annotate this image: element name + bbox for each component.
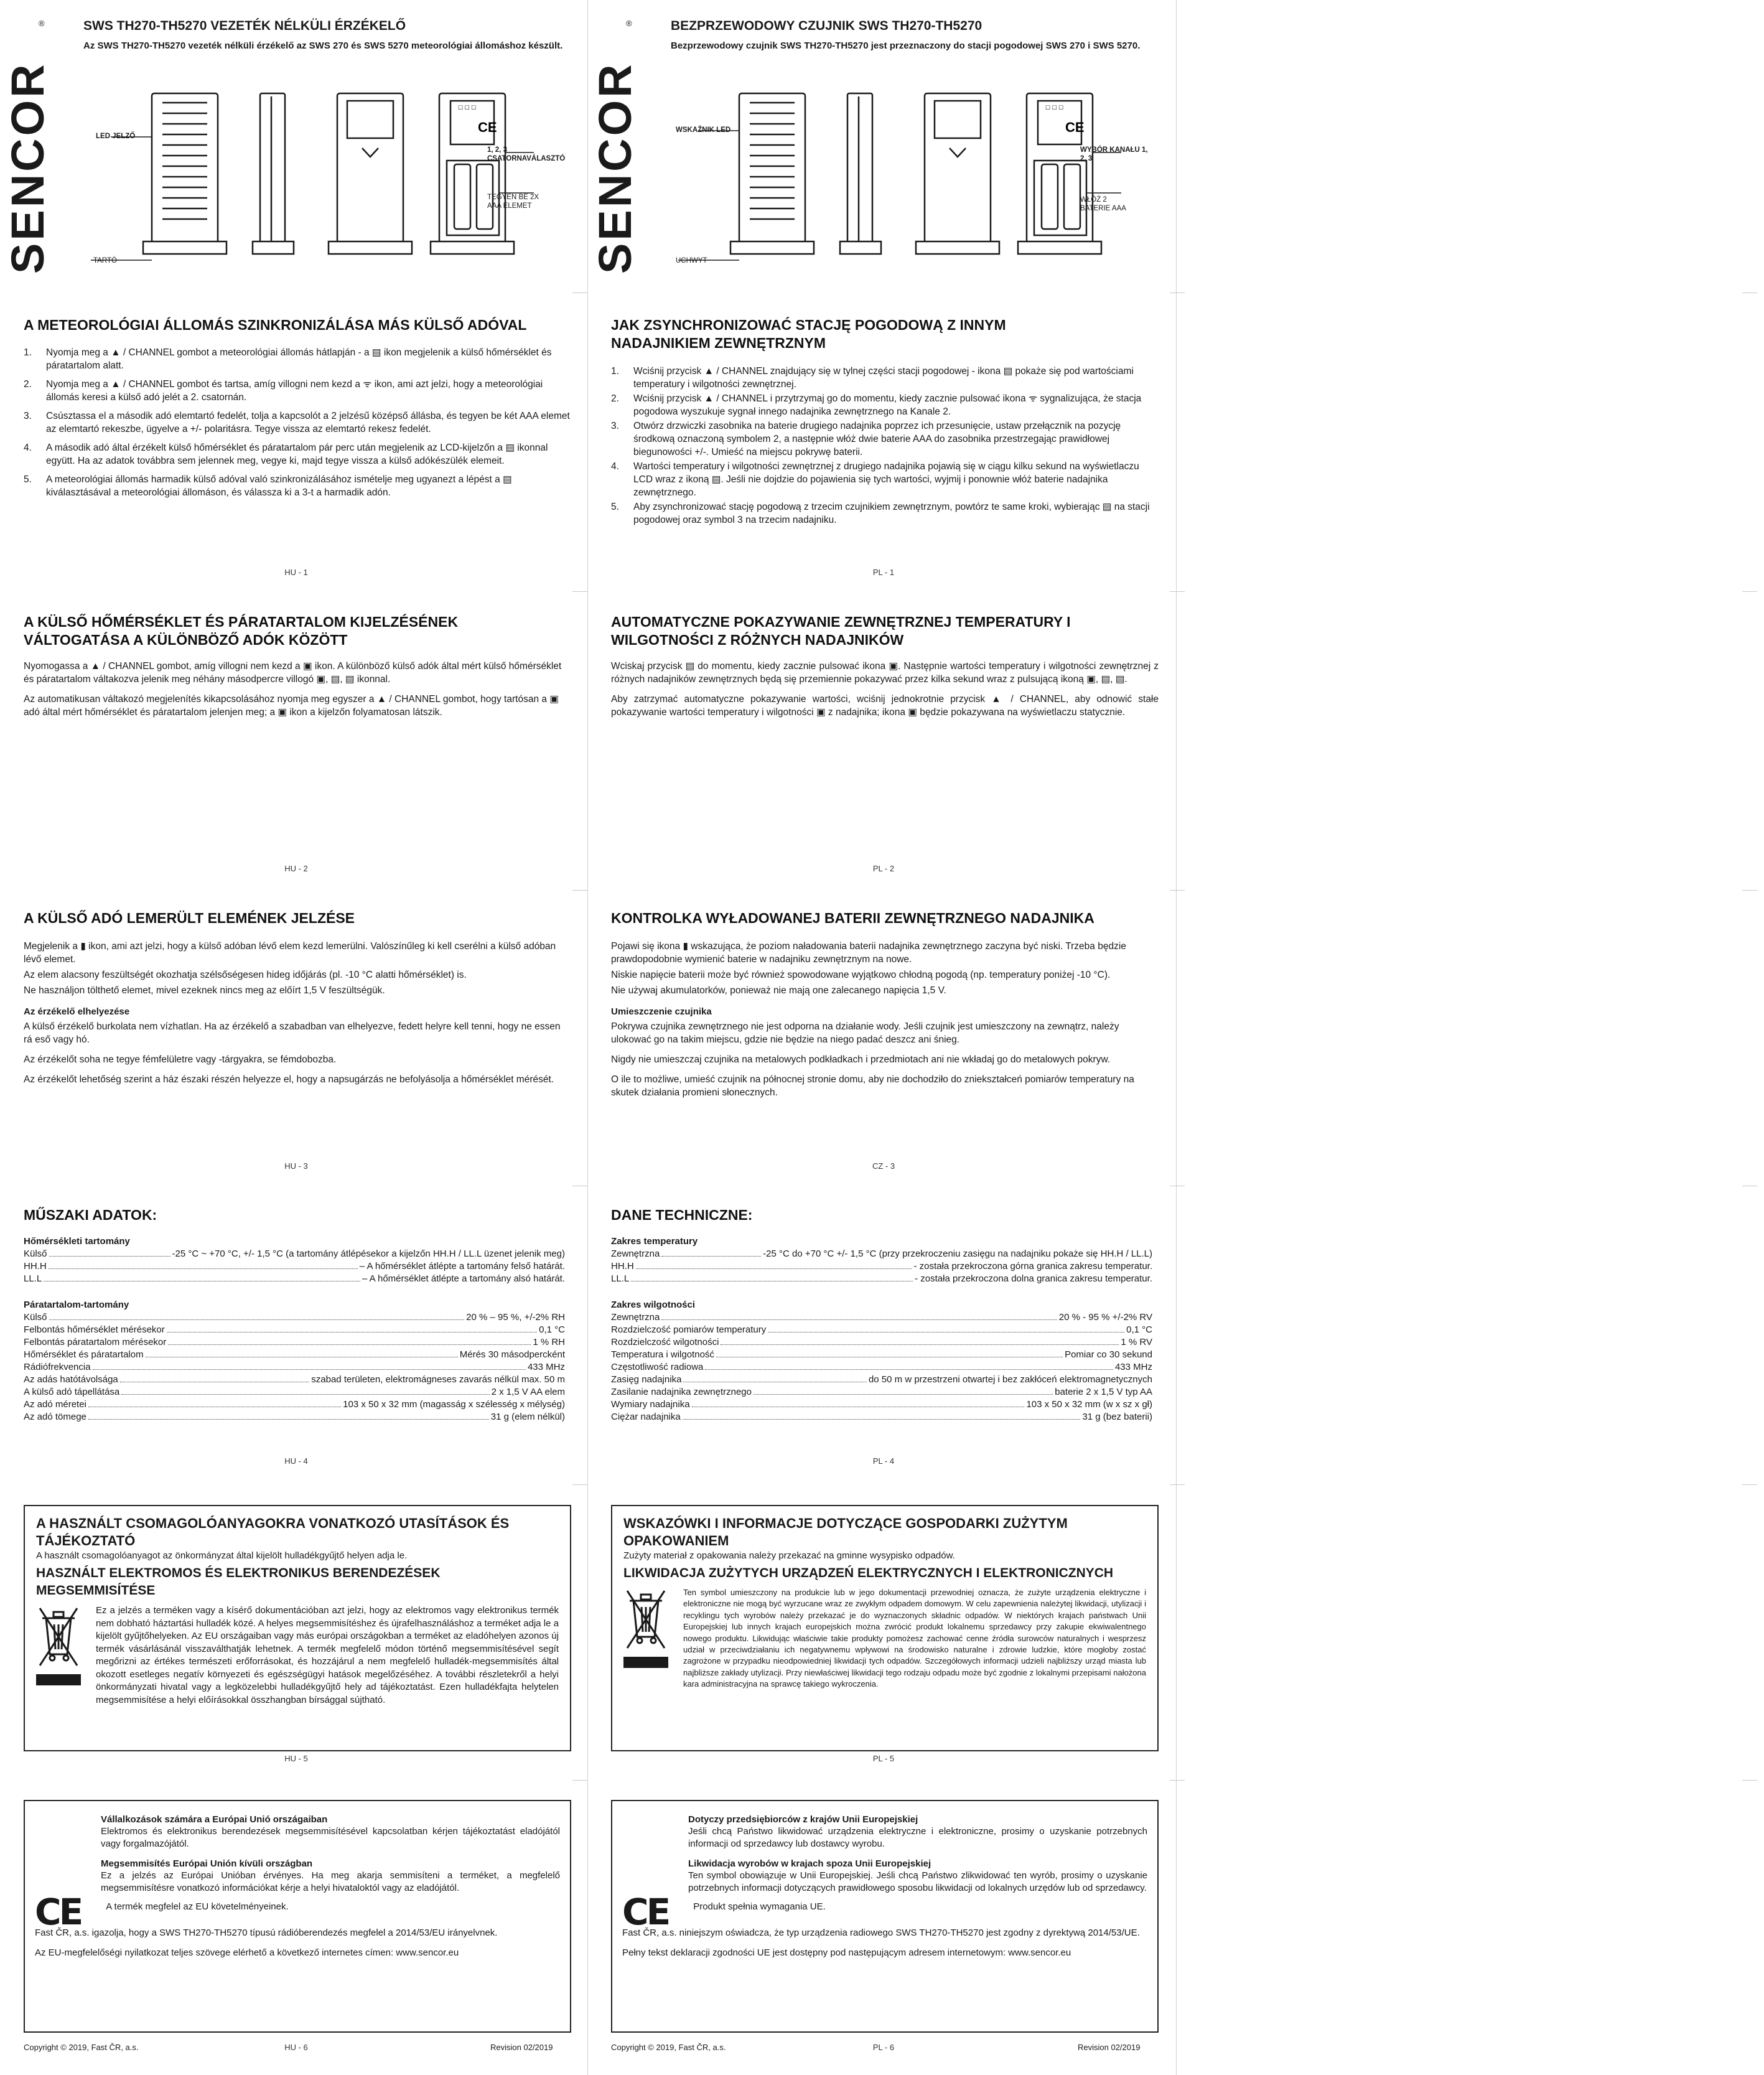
declaration-text: Fast ČR, a.s. igazolja, hogy a SWS TH270-TH5270 típusú rádióberendezés megfelel a 2014/53/EU irányelvnek. xyxy=(35,1927,498,1938)
page-number: PL - 1 xyxy=(872,568,895,577)
spec-table xyxy=(611,1235,1152,1423)
page-number: HU - 2 xyxy=(284,864,308,873)
business-text: Elektromos és elektronikus berendezések megsemmisítésével kapcsolatban kérjen tájékoztatást eladójától vagy forgalmazójától. xyxy=(101,1826,560,1849)
page-edge-line xyxy=(1176,0,1177,2075)
stand-label: TARTÓ xyxy=(93,257,117,265)
spec-row: HH.H - została przekroczona górna granica zakresu temperatur. xyxy=(611,1261,1152,1272)
section-title: A KÜLSŐ HŐMÉRSÉKLET ÉS PÁRATARTALOM KIJELZÉSÉNEK VÁLTOGATÁSA A KÜLÖNBÖZŐ ADÓK KÖZÖTT xyxy=(24,614,459,648)
cut-mark xyxy=(572,591,587,592)
weee-text: Ez a jelzés a terméken vagy a kísérő dokumentációban azt jelzi, hogy az elektromos vagy elektronikus termék nem dobható háztartási hulladék közé. A helyes megsemmisítéshez és újrafelhasználáshoz a terméket adja le a kijelölt gyűjtőhelyeken. Az EU országaiban vagy más európai országokban a terméket az eladóhelyen azonos új termék vásárlásánál visszaválthatják lehetnek. A termék megfelelő módon történő megsemmisítésével segít megőrizni az értékes természeti erőforrásokat, és hozzájárul a nem megfelelő hulladék-megsemmisítés által okozott esetleges negatív környezeti és egészségügyi hatások megelőzéséhez. A további részletekről a helyi önkormányzati hivatal vagy a legközelebbi hulladékgyűjtő hely ad tájékoztatást. Ezen hulladékfajta helytelen megsemmisítése a helyi előírásokkal összhangban bírsággal sújtható. xyxy=(96,1605,559,1705)
ce-mark-icon: CE xyxy=(35,1891,82,1933)
outside-eu-heading: Likwidacja wyrobów w krajach spoza Unii Europejskiej xyxy=(688,1858,931,1869)
spec-row: LL.L – A hőmérséklet átlépte a tartomány alsó határát. xyxy=(24,1273,565,1284)
page-number: HU - 3 xyxy=(284,1161,308,1171)
disposal-box xyxy=(611,1505,1159,1751)
packaging-text: Zużyty materiał z opakowania należy przekazać na gminne wysypisko odpadów. xyxy=(623,1550,955,1561)
page-number: PL - 5 xyxy=(872,1754,895,1763)
section-title: AUTOMATYCZNE POKAZYWANIE ZEWNĘTRZNEJ TEMPERATURY I WILGOTNOŚCI Z RÓŻNYCH NADAJNIKÓW xyxy=(611,614,1071,648)
section-title: KONTROLKA WYŁADOWANEJ BATERII ZEWNĘTRZNEGO NADAJNIKA xyxy=(611,910,1094,926)
disposal-box xyxy=(24,1505,571,1751)
spec-row: Zewnętrzna -25 °C do +70 °C +/- 1,5 °C (przy przekroczeniu zasięgu na nadajniku pokaże się HH.H / LL.L) xyxy=(611,1248,1152,1259)
spec-row: Wymiary nadajnika 103 x 50 x 32 mm (w x sz x gł) xyxy=(611,1399,1152,1410)
spec-row: LL.L - została przekroczona dolna granica zakresu temperatur. xyxy=(611,1273,1152,1284)
svg-text:®: ® xyxy=(626,19,632,28)
spec-row: Külső -25 °C ~ +70 °C, +/- 1,5 °C (a tartomány átlépésekor a kijelzőn HH.H / LL.L üzenet jelenik meg) xyxy=(24,1248,565,1259)
svg-text:®: ® xyxy=(39,19,45,28)
spec-group-heading: Zakres temperatury xyxy=(611,1236,698,1247)
section-body: Megjelenik a ▮ ikon, ami azt jelzi, hogy a külső adóban lévő elem kezd lemerülni. Valószínűleg ki kell cserélni a külső adóban lévő elemet. Az elem alacsony feszültségét okozhatja szélsőségesen hideg időjárás (pl. -10 °C alatti hőmérséklet) is. Ne használjon tölthető elemet, mivel ezeknek nincs meg az előírt 1,5 V feszültségük. Az érzékelő elhelyezése A külső érzékelő burkolata nem vízhatlan. Ha az érzékelő a szabadban van elhelyezve, fedett helyre kell tenni, hogy ne essen rá eső vagy hó. Az érzékelőt soha ne tegye fémfelületre vagy -tárgyakra, se fémdobozba. Az érzékelőt lehetőség szerint a ház északi részén helyezze el, hogy a napsugárzás ne befolyásolja a hőmérséklet mérését. xyxy=(24,940,571,1093)
declaration-url-text: Az EU-megfelelőségi nyilatkozat teljes szövege elérhető a következő internetes címen: www.sencor.eu xyxy=(35,1947,459,1958)
svg-text:CE: CE xyxy=(478,119,497,135)
spec-row: Ciężar nadajnika 31 g (bez baterii) xyxy=(611,1412,1152,1422)
section-body: Nyomogassa a ▲ / CHANNEL gombot, amíg villogni nem kezd a ▣ ikon. A különböző külső adók által mért külső hőmérséklet és páratartalom váltakozva jelenik meg néhány másodpercre villogó ▣, ▤, ▤ ikonnal. Az automatikusan váltakozó megjelenítés kikapcsolásához nyomja meg egyszer a ▲ / CHANNEL gombot, hogy tartósan a ▣ adó által mért hőmérséklet és páratartalom jelenjen meg; a ▣ ikon a kijelzőn folyamatosan látszik. xyxy=(24,661,562,718)
declaration-text: Fast ČR, a.s. niniejszym oświadcza, że typ urządzenia radiowego SWS TH270-TH5270 jest zgodny z dyrektywą 2014/53/UE. xyxy=(622,1927,1140,1938)
outside-eu-heading: Megsemmisítés Európai Unión kívüli országban xyxy=(101,1858,313,1869)
spec-row: Az adó méretei 103 x 50 x 32 mm (magasság x szélesség x mélység) xyxy=(24,1399,565,1410)
spec-row: Felbontás hőmérséklet mérésekor 0,1 °C xyxy=(24,1324,565,1335)
copyright: Copyright © 2019, Fast ČR, a.s. xyxy=(24,2043,139,2052)
page-number: CZ - 3 xyxy=(872,1161,895,1171)
svg-text:SENCOR: SENCOR xyxy=(2,62,54,274)
channel-selector-label: 1, 2, 3 CSATORNAVÁLASZTÓ xyxy=(487,146,566,162)
step-item: 4. A második adó által érzékelt külső hőmérséklet és páratartalom pár perc után megjelenik az LCD-kijelzőn a ▤ ikonnal együtt. Ha az adatok továbbra sem jelennek meg, vegye ki, majd tegye vissza a külső adókészülék elemeit. xyxy=(24,443,548,466)
section-title: A METEOROLÓGIAI ÁLLOMÁS SZINKRONIZÁLÁSA MÁS KÜLSŐ ADÓVAL xyxy=(24,317,527,333)
step-item: 2. Wciśnij przycisk ▲ / CHANNEL i przytrzymaj go do momentu, kiedy zacznie pulsować ikona ᯤ sygnalizująca, że stacja pogodowa wyszukuje sygnał innego nadajnika zewnętrznego na Kanale 2. xyxy=(611,393,1142,417)
step-item: 3. Csúsztassa el a második adó elemtartó fedelét, tolja a kapcsolót a 2 jelzésű középső állásba, és tegyen be két AAA elemet az elemtartó rekeszbe, ügyelve a +/- polaritásra. Tegye vissza az elemtartó rekesz fedelét. xyxy=(24,411,570,434)
stand-label: UCHWYT xyxy=(676,257,707,265)
crossed-bin-icon xyxy=(623,1587,668,1674)
step-item: 1. Wciśnij przycisk ▲ / CHANNEL znajdujący się w tylnej części stacji pogodowej - ikona ▤ pokaże się pod wartościami temperatury i wilgotności zewnętrznej. xyxy=(611,366,1134,390)
placement-heading: Umieszczenie czujnika xyxy=(611,1006,712,1017)
cut-mark xyxy=(1742,1484,1757,1485)
revision: Revision 02/2019 xyxy=(1078,2043,1141,2052)
step-item: 1. Nyomja meg a ▲ / CHANNEL gombot a meteorológiai állomás hátlapján - a ▤ ikon megjelenik a külső hőmérséklet és páratartalom alatt. xyxy=(24,347,552,371)
packaging-title: WSKAZÓWKI I INFORMACJE DOTYCZĄCE GOSPODARKI ZUŻYTYM OPAKOWANIEM xyxy=(623,1515,1068,1548)
led-label: LED JELZŐ xyxy=(96,133,136,140)
spec-row: Rozdzielczość wilgotności 1 % RV xyxy=(611,1337,1152,1347)
step-item: 4. Wartości temperatury i wilgotności zewnętrznej z drugiego nadajnika pojawią się w ciągu kilku sekund na wyświetlaczu LCD wraz z ikoną ▤. Jeśli nie dojdzie do pojawienia się tych wartości, wyjmij i ponownie włóż baterie nadajnika zewnętrznego. xyxy=(611,461,1139,498)
page-number: HU - 6 xyxy=(284,2043,308,2052)
spec-row: Zewnętrzna 20 % - 95 % +/-2% RV xyxy=(611,1312,1152,1323)
battery-label: WŁÓŻ 2 BATERIE AAA xyxy=(1080,196,1126,212)
weee-title: HASZNÁLT ELEKTROMOS ÉS ELEKTRONIKUS BERENDEZÉSEK MEGSEMMISÍTÉSE xyxy=(36,1566,441,1598)
page-number: PL - 2 xyxy=(872,864,895,873)
spec-group-heading: Páratartalom-tartomány xyxy=(24,1300,129,1310)
spec-row: Zasilanie nadajnika zewnętrznego baterie 2 x 1,5 V typ AA xyxy=(611,1387,1152,1397)
device-illustration xyxy=(661,87,1159,274)
cut-mark xyxy=(572,1780,587,1781)
spec-row: A külső adó tápellátása 2 x 1,5 V AA elem xyxy=(24,1387,565,1397)
svg-text:☐ ☐ ☐: ☐ ☐ ☐ xyxy=(458,105,477,111)
cut-mark xyxy=(1170,890,1185,891)
sync-steps xyxy=(24,346,571,505)
spec-group-heading: Hőmérsékleti tartomány xyxy=(24,1236,130,1247)
manual-subtitle: Bezprzewodowy czujnik SWS TH270-TH5270 jest przeznaczony do stacji pogodowej SWS 270 i SWS 5270. xyxy=(671,40,1141,51)
sync-steps xyxy=(611,365,1159,528)
spec-row: Hőmérséklet és páratartalom Mérés 30 másodpercként xyxy=(24,1349,565,1360)
business-heading: Vállalkozások számára a Európai Unió országaiban xyxy=(101,1814,328,1825)
placement-heading: Az érzékelő elhelyezése xyxy=(24,1006,130,1017)
business-text: Jeśli chcą Państwo likwidować urządzenia elektryczne i elektroniczne, prosimy o uzyskanie potrzebnych informacji od sprzedawcy lub dostawcy wyrobu. xyxy=(688,1826,1147,1849)
channel-selector-label: WYBÓR KANAŁU 1, 2, 3 xyxy=(1080,146,1148,162)
battery-label: TEGYEN BE 2X AAA ELEMET xyxy=(487,194,539,210)
device-illustration xyxy=(73,87,571,274)
column-divider xyxy=(587,0,588,2075)
packaging-title: A HASZNÁLT CSOMAGOLÓANYAGOKRA VONATKOZÓ UTASÍTÁSOK ÉS TÁJÉKOZTATÓ xyxy=(36,1515,510,1548)
cut-mark xyxy=(1170,591,1185,592)
eu-info-box xyxy=(24,1800,571,2033)
page-number: PL - 6 xyxy=(872,2043,895,2052)
outside-eu-text: Ten symbol obowiązuje w Unii Europejskiej. Jeśli chcą Państwo zlikwidować ten wyrób, prosimy o uzyskanie potrzebnych informacji dotyczących prawidłowego sposobu likwidacji od lokalnych urzędów lub od sprzedawcy. xyxy=(688,1870,1147,1893)
ce-text: A termék megfelel az EU követelményeinek. xyxy=(106,1901,289,1912)
revision: Revision 02/2019 xyxy=(490,2043,553,2052)
step-item: 5. A meteorológiai állomás harmadik külső adóval való szinkronizálásához ismételje meg ugyanezt a lépést a ▤ kiválasztásával a meteorológiai állomáson, és válassza ki a 3-t a harmadik adón. xyxy=(24,474,512,498)
ce-mark-icon: CE xyxy=(622,1891,669,1933)
page-number: HU - 1 xyxy=(284,568,308,577)
svg-text:SENCOR: SENCOR xyxy=(589,62,641,274)
crossed-bin-icon xyxy=(36,1604,81,1692)
outside-eu-text: Ez a jelzés az Európai Unióban érvényes. Ha meg akarja semmisíteni a terméket, a megfelelő megsemmisítésre vonatkozó információkat kérje a helyi hivataloktól vagy az eladójától. xyxy=(101,1870,560,1893)
svg-text:CE: CE xyxy=(1065,119,1085,135)
business-heading: Dotyczy przedsiębiorców z krajów Unii Europejskiej xyxy=(688,1814,918,1825)
led-label: WSKAŹNIK LED xyxy=(676,126,731,134)
spec-row: Külső 20 % – 95 %, +/-2% RH xyxy=(24,1312,565,1323)
spec-row: Az adó tömege 31 g (elem nélkül) xyxy=(24,1412,565,1422)
spec-group-heading: Zakres wilgotności xyxy=(611,1300,696,1310)
declaration-url-text: Pełny tekst deklaracji zgodności UE jest dostępny pod następującym adresem internetowym: www.sencor.eu xyxy=(622,1947,1071,1958)
copyright: Copyright © 2019, Fast ČR, a.s. xyxy=(611,2043,726,2052)
manual-title: SWS TH270-TH5270 VEZETÉK NÉLKÜLI ÉRZÉKELŐ xyxy=(83,19,406,33)
cut-mark xyxy=(572,1484,587,1485)
step-item: 2. Nyomja meg a ▲ / CHANNEL gombot és tartsa, amíg villogni nem kezd a ᯤ ikon, ami azt jelzi, hogy a meteorológiai állomás keresi a külső adó jelét a 2. csatornán. xyxy=(24,379,543,403)
packaging-text: A használt csomagolóanyagot az önkormányzat által kijelölt hulladékgyűjtő helyen adja le. xyxy=(36,1550,408,1561)
cut-mark xyxy=(1742,890,1757,891)
spec-row: Felbontás páratartalom mérésekor 1 % RH xyxy=(24,1337,565,1347)
weee-title: LIKWIDACJA ZUŻYTYCH URZĄDZEŃ ELEKTRYCZNYCH I ELEKTRONICZNYCH xyxy=(623,1566,1114,1580)
spec-row: Rádiófrekvencia 433 MHz xyxy=(24,1362,565,1372)
section-title: DANE TECHNICZNE: xyxy=(611,1207,753,1223)
section-body: Wciskaj przycisk ▤ do momentu, kiedy zacznie pulsować ikona ▣. Następnie wartości temperatury i wilgotności zewnętrznej z różnych nadajników zewnętrznych będą się przemiennie pokazywać przez kilka sekund wraz z pulsującą ikoną ▣, ▤, ▤. Aby zatrzymać automatyczne pokazywanie wartości, wciśnij jednokrotnie przycisk ▲ / CHANNEL, aby odnowić stałe pokazywanie wartości temperatury i wilgotności ▣ z nadajnika; ikona ▣ będzie pokazywana na wyświetlaczu statycznie. xyxy=(611,661,1159,718)
cut-mark xyxy=(1742,1780,1757,1781)
sencor-logo xyxy=(589,12,643,280)
spec-row: HH.H – A hőmérséklet átlépte a tartomány felső határát. xyxy=(24,1261,565,1272)
step-item: 3. Otwórz drzwiczki zasobnika na baterie drugiego nadajnika poprzez ich przesunięcie, ustaw przełącznik na pozycję środkową oznaczoną symbolem 2, a następnie włóż dwie baterie AAA do zasobnika przestrzegając prawidłowej biegunowości +/-. Umieść na miejscu pokrywę baterii. xyxy=(611,421,1121,457)
cut-mark xyxy=(1742,591,1757,592)
spec-table xyxy=(24,1235,565,1423)
ce-text: Produkt spełnia wymagania UE. xyxy=(693,1901,826,1912)
svg-text:☐ ☐ ☐: ☐ ☐ ☐ xyxy=(1045,105,1064,111)
cut-mark xyxy=(572,890,587,891)
section-body: Pojawi się ikona ▮ wskazująca, że poziom naładowania baterii nadajnika zewnętrznego zaczyna być niski. Trzeba będzie prawdopodobnie wymienić baterie w nadajniku zewnętrznym na nowe. Niskie napięcie baterii może być również spowodowane wyjątkowo chłodną pogodą (np. temperatury poniżej -10 °C). Nie używaj akumulatorków, ponieważ nie mają one zalecanego napięcia 1,5 V. Umieszczenie czujnika Pokrywa czujnika zewnętrznego nie jest odporna na działanie wody. Jeśli czujnik jest umieszczony na zewnątrz, należy ulokować go na takim miejscu, gdzie nie będzie na niego padać deszcz ani śnieg. Nigdy nie umieszczaj czujnika na metalowych podkładkach i przedmiotach ani nie wkładaj go do metalowych pokryw. O ile to możliwe, umieść czujnik na północnej stronie domu, aby nie dochodziło do zniekształceń pomiarów temperatury na skutek działania promieni słonecznych. xyxy=(611,940,1159,1106)
section-title: A KÜLSŐ ADÓ LEMERÜLT ELEMÉNEK JELZÉSE xyxy=(24,910,355,926)
sencor-logo xyxy=(2,12,56,280)
step-item: 5. Aby zsynchronizować stację pogodową z trzecim czujnikiem zewnętrznym, powtórz te same kroki, wybierając ▤ na stacji pogodowej oraz symbol 3 na trzecim nadajniku. xyxy=(611,502,1150,525)
spec-row: Temperatura i wilgotność Pomiar co 30 sekund xyxy=(611,1349,1152,1360)
cut-mark xyxy=(1170,1780,1185,1781)
manual-subtitle: Az SWS TH270-TH5270 vezeték nélküli érzékelő az SWS 270 és SWS 5270 meteorológiai állomáshoz készült. xyxy=(83,40,563,51)
manual-title: BEZPRZEWODOWY CZUJNIK SWS TH270-TH5270 xyxy=(671,19,982,33)
weee-text: Ten symbol umieszczony na produkcie lub w jego dokumentacji przewodniej oznacza, że zużyte urządzenia elektryczne i elektroniczne nie mogą być wyrzucane wraz ze zwykłym odpadem domowym. W celu zapewnienia należytej likwidacji, utylizacji i recyklingu tych wyrobów należy przekazać je do wyznaczonych składnic odpadów. W niektórych krajach państwach Unii Europejskiej lub innych krajach europejskich można zwrócić produkt lokalnemu sprzedawcy przy zakupie ekwiwalentnego nowego produktu. Likwidując właściwie takie produkty pomożesz zachować cenne źródła surowców naturalnych i wesprzesz udział w przeciwdziałaniu ich negatywnemu wpływowi na środowisko naturalne i zdrowie ludzkie, które mogłoby zostać zagrożone w przypadku nieodpowiedniej likwidacji tych odpadów. Szczegółowych informacji udzieli najbliższy urząd miasta lub najbliższe zakłady utylizacji. Przy niewłaściwej likwidacji tego rodzaju odpadu może być zgodnie z lokalnymi przepisami nałożona kara administracyjna na sprawcę takiego wykroczenia. xyxy=(683,1588,1146,1689)
spec-row: Zasięg nadajnika do 50 m w przestrzeni otwartej i bez zakłóceń elektromagnetycznych xyxy=(611,1374,1152,1385)
cut-mark xyxy=(1170,1484,1185,1485)
eu-info-box xyxy=(611,1800,1159,2033)
page-number: PL - 4 xyxy=(872,1456,895,1466)
spec-row: Częstotliwość radiowa 433 MHz xyxy=(611,1362,1152,1372)
page-number: HU - 5 xyxy=(284,1754,308,1763)
spec-row: Rozdzielczość pomiarów temperatury 0,1 °C xyxy=(611,1324,1152,1335)
spec-row: Az adás hatótávolsága szabad területen, elektromágneses zavarás nélkül max. 50 m xyxy=(24,1374,565,1385)
section-title: JAK ZSYNCHRONIZOWAĆ STACJĘ POGODOWĄ Z INNYM NADAJNIKIEM ZEWNĘTRZNYM xyxy=(611,317,1006,351)
page-number: HU - 4 xyxy=(284,1456,308,1466)
section-title: MŰSZAKI ADATOK: xyxy=(24,1207,157,1223)
